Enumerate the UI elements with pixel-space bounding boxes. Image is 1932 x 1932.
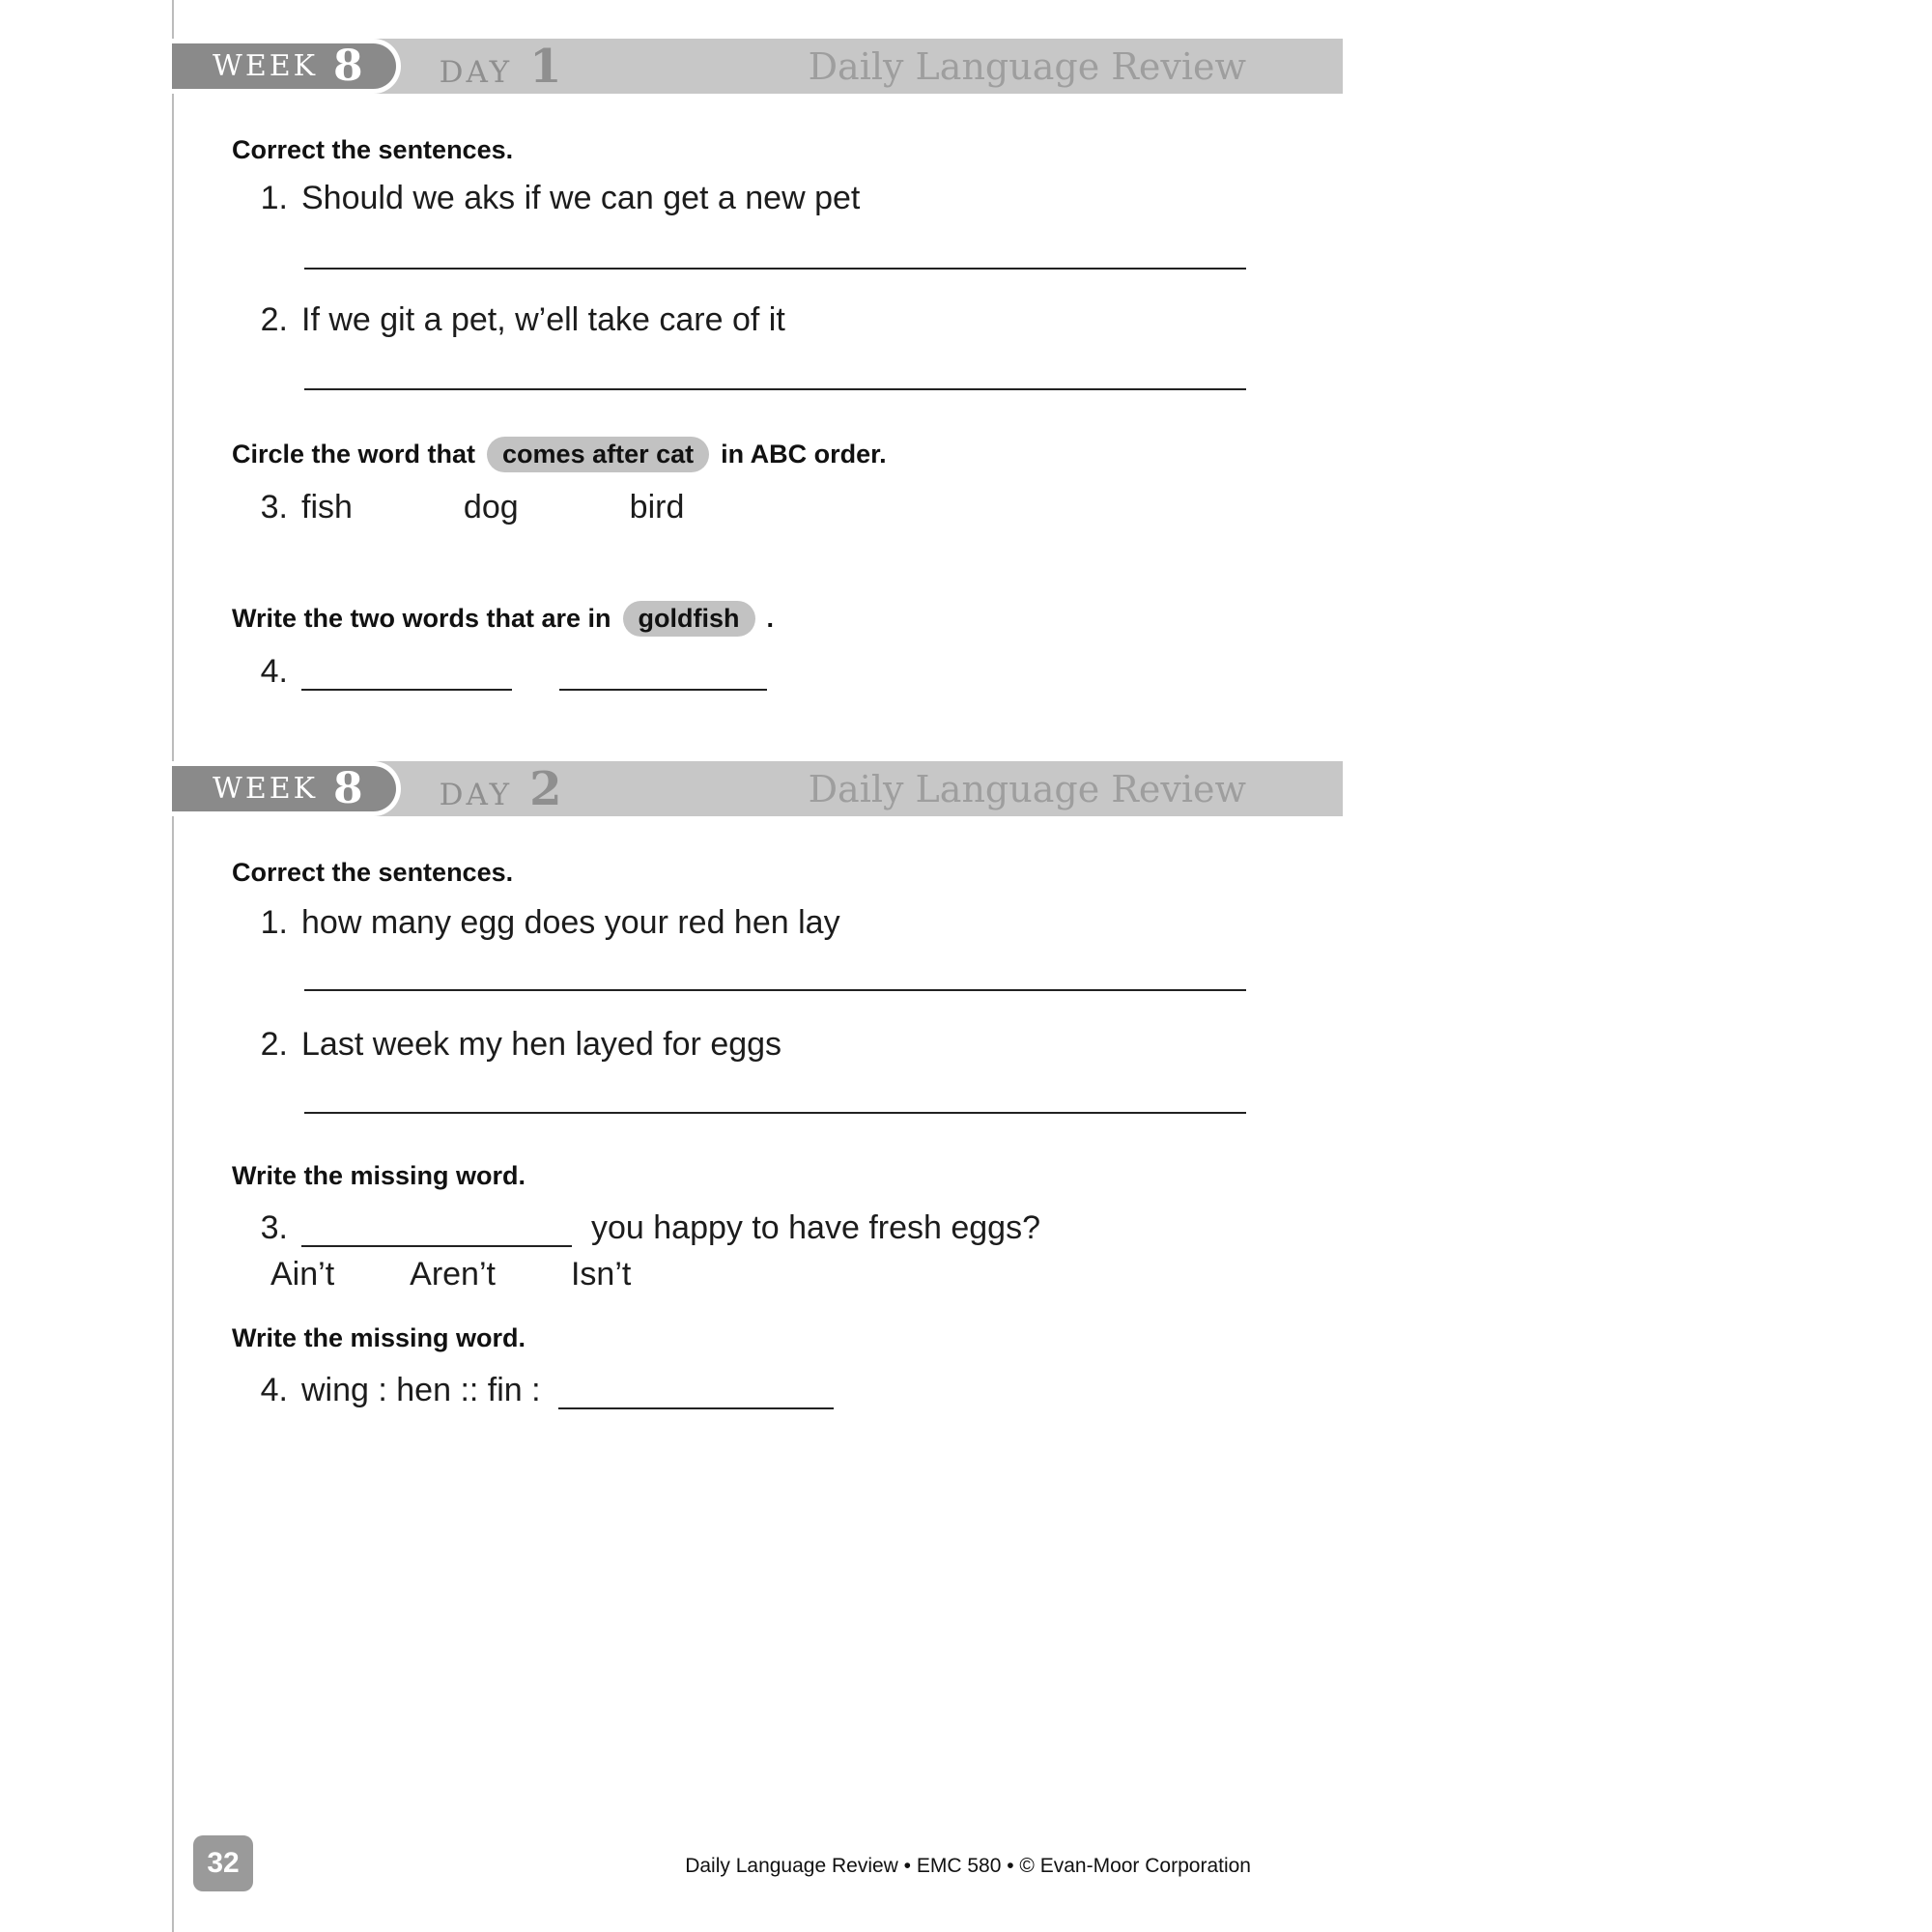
week-badge — [172, 39, 401, 94]
week-number: 8 — [333, 41, 363, 91]
word-option-aint[interactable]: Ain’t — [270, 1256, 335, 1293]
header-week8-day2 — [172, 761, 1343, 816]
week-badge — [172, 761, 401, 816]
instruction-correct-sentences — [232, 858, 513, 888]
word-option-fish[interactable]: fish — [301, 489, 353, 526]
page-number-tab — [193, 1835, 253, 1891]
day-label: DAY — [439, 777, 513, 812]
word-option-isnt[interactable]: Isn’t — [570, 1256, 632, 1293]
instruction-text: Correct the sentences. — [232, 858, 514, 887]
page-number: 32 — [207, 1847, 240, 1879]
instruction-suffix: . — [766, 604, 775, 633]
page-edge-line — [172, 0, 174, 1932]
week-label: WEEK — [213, 772, 319, 806]
write-blank[interactable] — [301, 1212, 572, 1247]
instruction-text: Write the missing word. — [232, 1323, 526, 1352]
week-label: WEEK — [213, 49, 319, 83]
question-number: 1. — [260, 180, 288, 216]
question-item — [253, 180, 860, 217]
question-text: wing : hen :: fin : — [301, 1372, 541, 1408]
question-item — [253, 904, 840, 942]
question-item — [253, 1026, 781, 1064]
day-number: 1 — [529, 39, 562, 94]
instruction-text: Correct the sentences. — [232, 135, 514, 164]
question-text: how many egg does your red hen lay — [301, 904, 840, 941]
question-text: Last week my hen layed for eggs — [301, 1026, 782, 1063]
header-title: Daily Language Review — [808, 44, 1246, 88]
answer-line[interactable] — [304, 388, 1246, 390]
instruction-correct-sentences — [232, 135, 513, 165]
instruction-suffix: in ABC order. — [721, 440, 887, 469]
question-number: 3. — [260, 1209, 288, 1246]
footer-credit: Daily Language Review • EMC 580 • © Evan-Moor Corporation — [685, 1855, 1251, 1877]
instruction-text: Write the missing word. — [232, 1161, 526, 1190]
highlight-pill: comes after cat — [487, 437, 709, 472]
question-number: 4. — [260, 653, 288, 690]
two-blank-row — [253, 653, 767, 691]
header-title: Daily Language Review — [808, 767, 1246, 810]
word-options — [270, 1256, 631, 1293]
question-text: you happy to have fresh eggs? — [591, 1209, 1040, 1246]
instruction-prefix: Write the two words that are in — [232, 604, 611, 633]
instruction-missing-word — [232, 1323, 526, 1353]
day-label: DAY — [439, 54, 513, 90]
header-week8-day1 — [172, 39, 1343, 94]
question-item — [253, 301, 785, 339]
question-number: 4. — [260, 1372, 288, 1408]
write-blank[interactable] — [301, 656, 512, 691]
question-text: Should we aks if we can get a new pet — [301, 180, 861, 216]
word-option-arent[interactable]: Aren’t — [410, 1256, 496, 1293]
answer-line[interactable] — [304, 989, 1246, 991]
fill-blank-row — [253, 1209, 1040, 1247]
answer-line[interactable] — [304, 268, 1246, 270]
instruction-prefix: Circle the word that — [232, 440, 476, 469]
question-text: If we git a pet, w’ell take care of it — [301, 301, 785, 338]
day-badge — [439, 761, 562, 816]
instruction-write-two-words — [232, 601, 774, 637]
analogy-row — [253, 1372, 834, 1409]
word-option-bird[interactable]: bird — [629, 489, 685, 526]
answer-line[interactable] — [304, 1112, 1246, 1114]
write-blank[interactable] — [559, 656, 767, 691]
word-option-dog[interactable]: dog — [463, 489, 519, 526]
instruction-circle-word — [232, 437, 887, 472]
question-number: 2. — [260, 301, 288, 338]
week-number: 8 — [333, 763, 363, 813]
instruction-missing-word — [232, 1161, 526, 1191]
question-number: 3. — [260, 489, 288, 526]
day-number: 2 — [529, 761, 562, 816]
word-choice-row — [253, 489, 684, 526]
question-number: 1. — [260, 904, 288, 941]
day-badge — [439, 39, 562, 94]
write-blank[interactable] — [558, 1375, 834, 1409]
question-number: 2. — [260, 1026, 288, 1063]
highlight-pill: goldfish — [623, 601, 755, 637]
word-options — [301, 489, 684, 526]
